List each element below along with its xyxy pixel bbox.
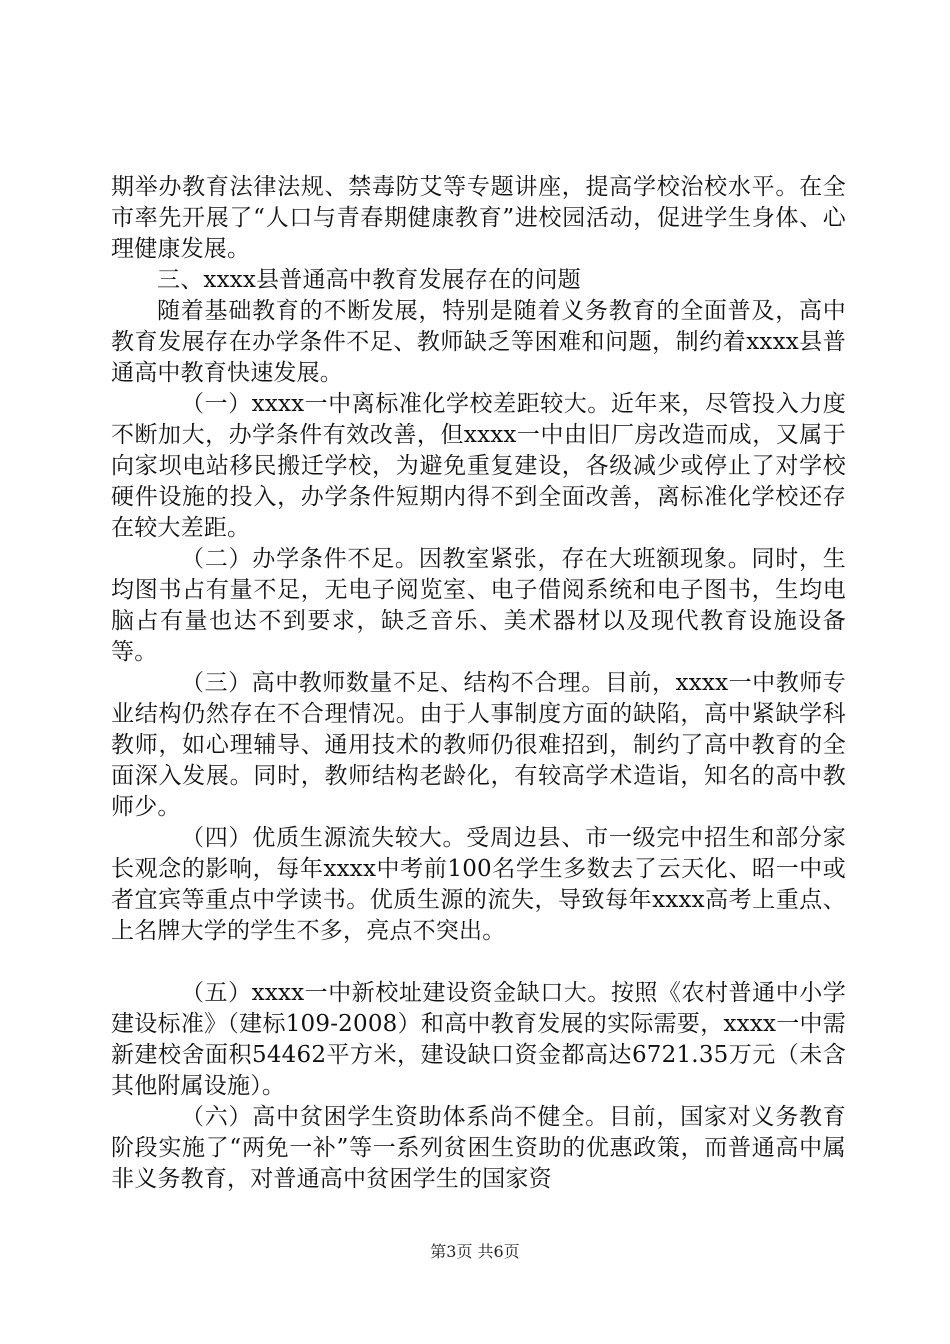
paragraph-continuation: 期举办教育法律法规、禁毒防艾等专题讲座，提高学校治校水平。在全市率先开展了“人口与青春期健康教育”进校园活动，促进学生身体、心理健康发展。 bbox=[111, 174, 846, 262]
paragraph-spacer bbox=[111, 947, 846, 978]
section-heading: 三、xxxx县普通高中教育发展存在的问题 bbox=[157, 267, 581, 293]
paragraph-item-1: （一）xxxx一中离标准化学校差距较大。近年来，尽管投入力度不断加大，办学条件有效改善，但xxxx一中由旧厂房改造而成，又属于向家坝电站移民搬迁学校，为避免重复建设，各级减少或停止了对学校硬件设施的投入，办学条件短期内得不到全面改善，离标准化学校还存在较大差距。 bbox=[111, 391, 846, 541]
paragraph-item-6: （六）高中贫困学生资助体系尚不健全。目前，国家对义务教育阶段实施了“两免一补”等一系列贫困生资助的优惠政策，而普通高中属非义务教育，对普通高中贫困学生的国家资 bbox=[111, 1104, 846, 1192]
paragraph-item-5: （五）xxxx一中新校址建设资金缺口大。按照《农村普通中小学建设标准》（建标109-2008）和高中教育发展的实际需要，xxxx一中需新建校舍面积54462平方米，建设缺口资金都高达6721.35万元（未含其他附属设施）。 bbox=[111, 980, 846, 1099]
paragraph-item-3: （三）高中教师数量不足、结构不合理。目前，xxxx一中教师专业结构仍然存在不合理情况。由于人事制度方面的缺陷，高中紧缺学科教师，如心理辅导、通用技术的教师仍很难招到，制约了高中教育的全面深入发展。同时，教师结构老龄化，有较高学术造诣，知名的高中教师少。 bbox=[111, 670, 846, 820]
page-number-footer: 第3页 共6页 bbox=[430, 1242, 520, 1261]
paragraph-item-4: （四）优质生源流失较大。受周边县、市一级完中招生和部分家长观念的影响，每年xxxx中考前100名学生多数去了云天化、昭一中或者宜宾等重点中学读书。优质生源的流失，导致每年xxxx高考上重点、上名牌大学的学生不多，亮点不突出。 bbox=[111, 825, 846, 944]
paragraph-intro: 随着基础教育的不断发展，特别是随着义务教育的全面普及，高中教育发展存在办学条件不足、教师缺乏等困难和问题，制约着xxxx县普通高中教育快速发展。 bbox=[111, 298, 846, 386]
paragraph-item-2: （二）办学条件不足。因教室紧张，存在大班额现象。同时，生均图书占有量不足，无电子阅览室、电子借阅系统和电子图书，生均电脑占有量也达不到要求，缺乏音乐、美术器材以及现代教育设施设备等。 bbox=[111, 546, 846, 665]
document-body bbox=[111, 172, 846, 1195]
